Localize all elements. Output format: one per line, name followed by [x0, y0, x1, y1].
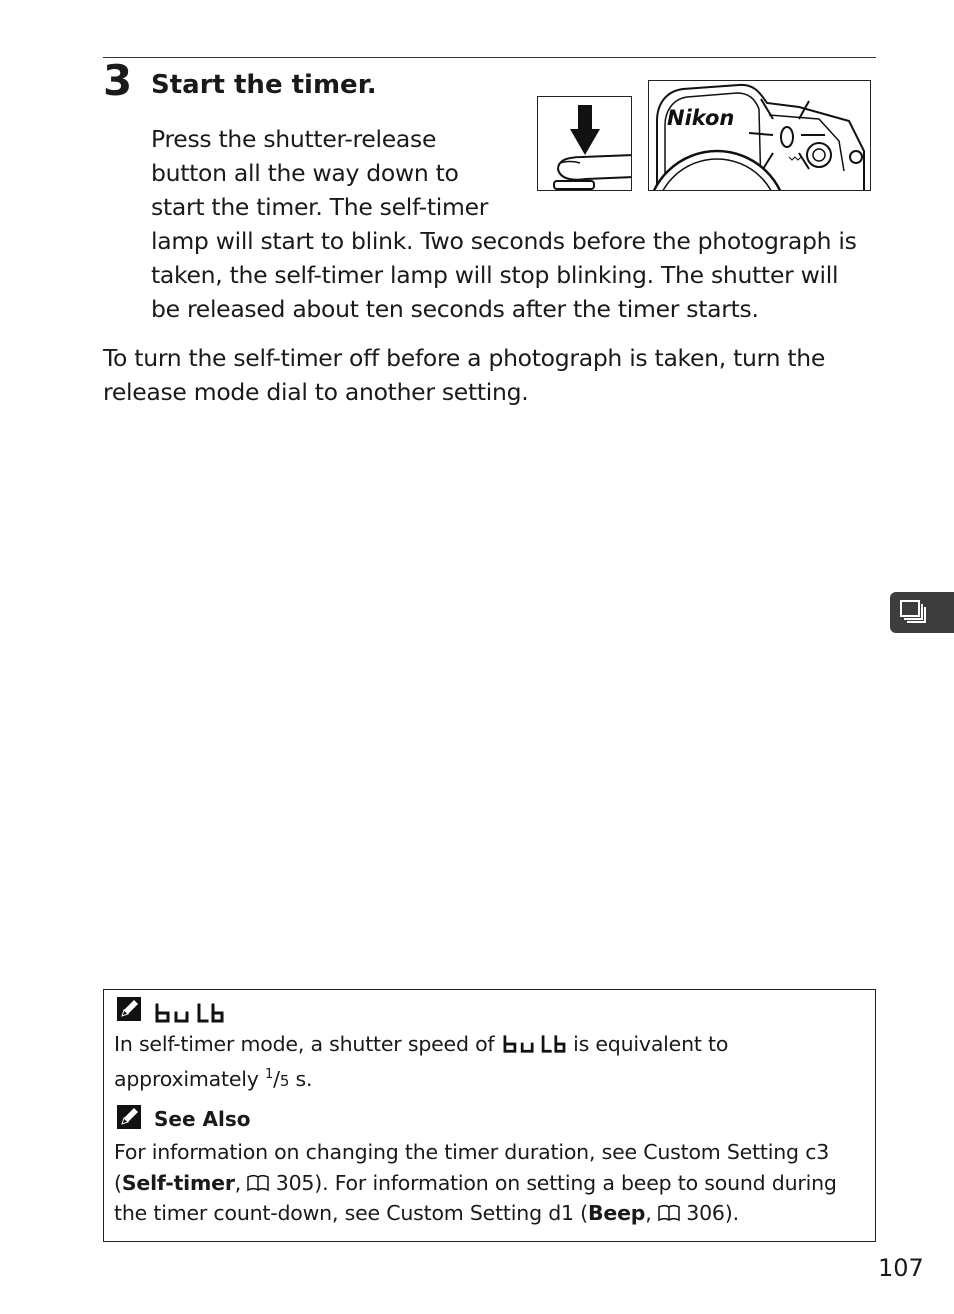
see-also-line: 305). For information on setting a beep to sound during	[269, 1170, 837, 1195]
bulb-unit: s.	[289, 1066, 313, 1091]
step-body-line: button all the way down to	[151, 159, 459, 187]
bulb-inline-glyph	[501, 1034, 567, 1054]
finger-press-icon	[538, 97, 632, 191]
step-number: 3	[103, 56, 133, 105]
bulb-note-text	[114, 1029, 728, 1096]
bulb-text-before: In self-timer mode, a shutter speed of	[114, 1032, 501, 1056]
self-timer-off-paragraph	[103, 341, 883, 409]
see-also-line: For information on changing the timer duration, see Custom Setting c3	[114, 1140, 830, 1164]
step-body-line: start the timer. The self-timer	[151, 193, 489, 221]
step-body-line: taken, the self-timer lamp will stop blinking. The shutter will	[151, 261, 839, 289]
section-tab[interactable]	[890, 592, 954, 633]
page-number: 107	[878, 1254, 924, 1282]
camera-figure	[648, 80, 871, 191]
see-also-line: the timer count-down, see Custom Setting d1 (	[114, 1201, 588, 1225]
see-also-line: 306).	[679, 1201, 739, 1225]
fraction-denominator: 5	[279, 1071, 290, 1090]
pencil-note-icon	[116, 996, 142, 1022]
comma-separator: ,	[645, 1201, 658, 1225]
bulb-approx-label: approximately	[114, 1066, 266, 1091]
step-body-line: lamp will start to blink. Two seconds before the photograph is	[151, 227, 857, 255]
see-also-text	[114, 1137, 837, 1229]
top-rule	[103, 57, 876, 58]
step-body-line: be released about ten seconds after the timer starts.	[151, 295, 759, 323]
notes-box	[103, 989, 876, 1242]
bulb-text-after: is equivalent to	[566, 1032, 729, 1056]
see-also-title: See Also	[154, 1107, 251, 1131]
step-title: Start the timer.	[151, 70, 377, 100]
bulb-display-glyph	[154, 1002, 224, 1024]
beep-setting-name: Beep	[587, 1201, 646, 1225]
fraction-slash: /	[273, 1066, 280, 1091]
self-timer-setting-name: Self-timer	[121, 1170, 235, 1195]
paragraph-line: To turn the self-timer off before a photograph is taken, turn the	[103, 344, 826, 372]
paragraph-line: release mode dial to another setting.	[103, 378, 529, 406]
page-reference-icon	[658, 1204, 680, 1222]
paren-open: (	[114, 1170, 122, 1195]
camera-icon	[649, 81, 871, 191]
step-body-line: Press the shutter-release	[151, 125, 437, 153]
pencil-note-icon	[116, 1104, 142, 1130]
shutter-press-figure	[537, 96, 632, 191]
camera-brand-label: Nikon	[667, 106, 735, 130]
page-reference-icon	[247, 1174, 269, 1192]
fraction-numerator: 1	[265, 1066, 274, 1082]
release-mode-icon	[898, 598, 928, 628]
comma-separator: ,	[234, 1170, 248, 1195]
